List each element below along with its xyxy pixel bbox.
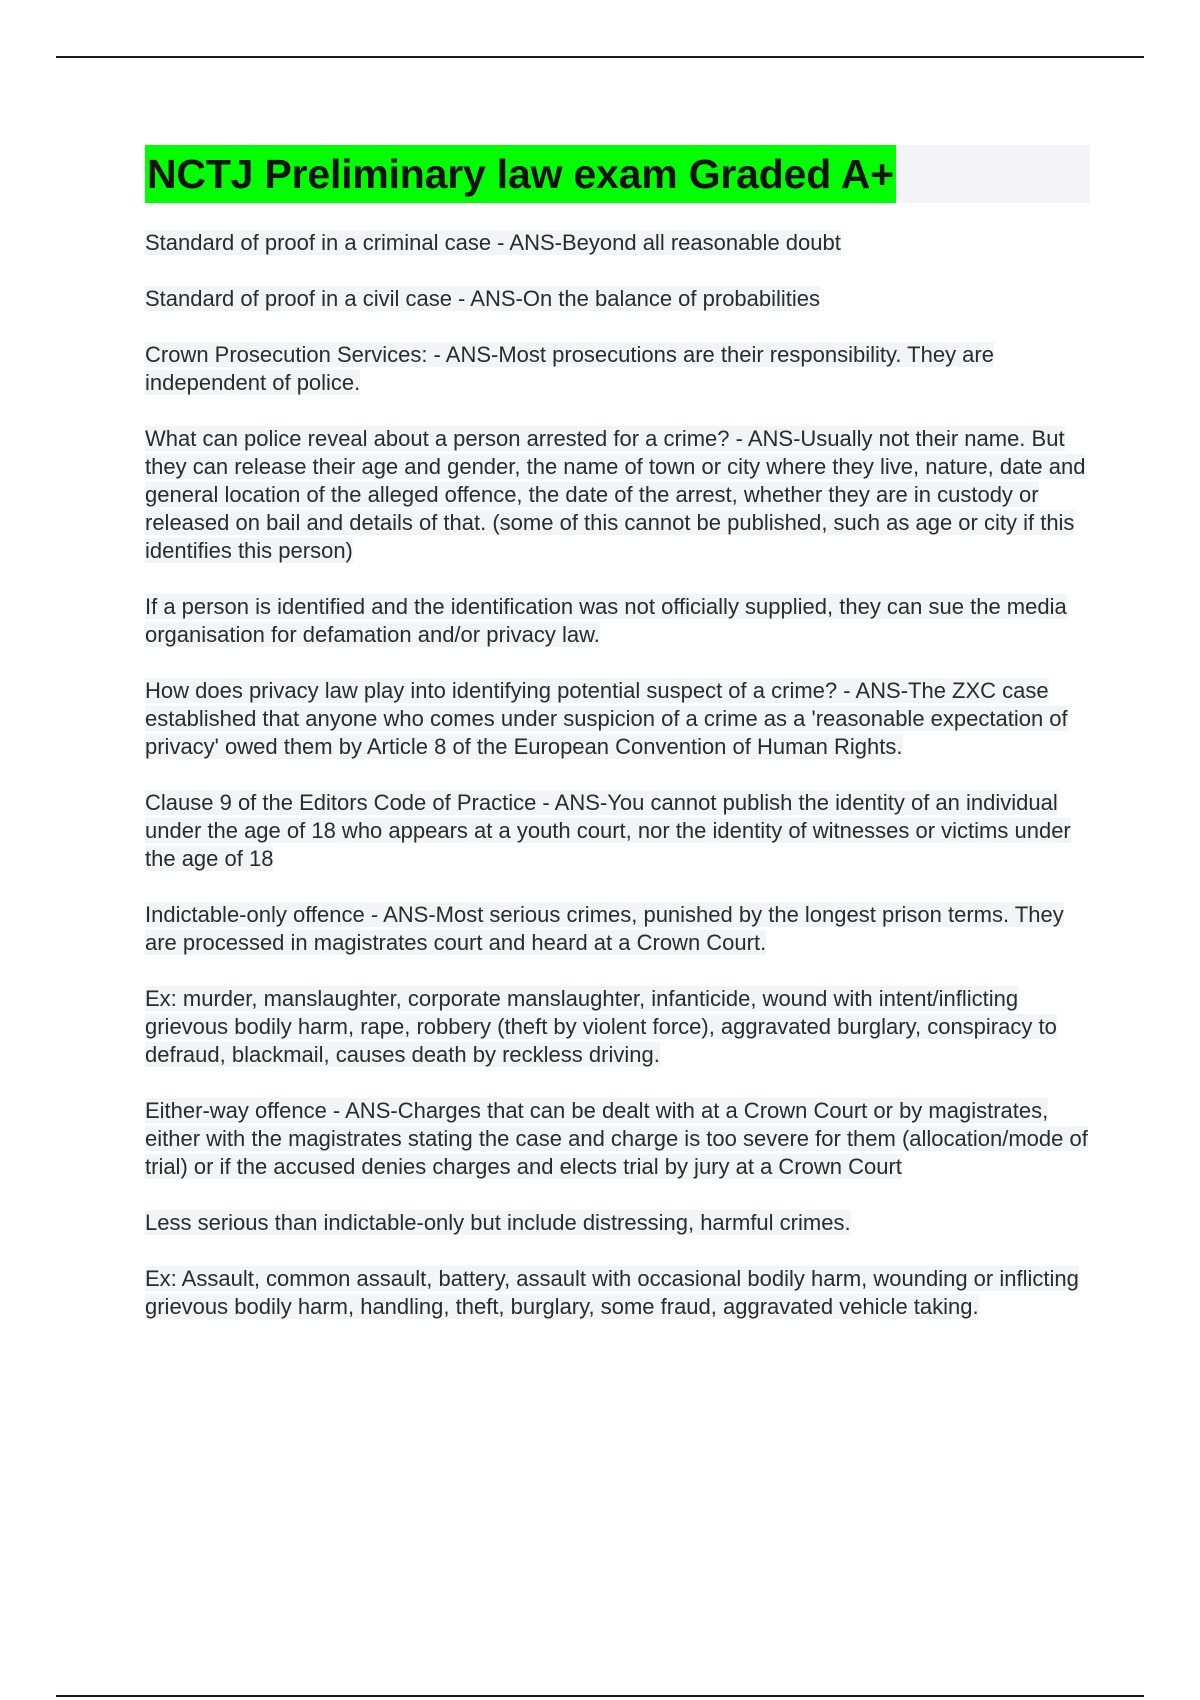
page-title: NCTJ Preliminary law exam Graded A+: [145, 145, 896, 203]
paragraph: [145, 1097, 1090, 1181]
paragraph-text: How does privacy law play into identifying potential suspect of a crime? - ANS-The ZXC case established that anyone who comes under suspicion of a crime as a 'reasonable expectation of privacy' owed them by Article 8 of the European Convention of Human Rights.: [145, 678, 1068, 759]
paragraph-text: What can police reveal about a person arrested for a crime? - ANS-Usually not their name. But they can release their age and gender, the name of town or city where they live, nature, date and general location of the alleged offence, the date of the arrest, whether they are in custody or released on bail and details of that. (some of this cannot be published, such as age or city if this identifies this person): [145, 426, 1086, 563]
paragraph-text: Either-way offence - ANS-Charges that can be dealt with at a Crown Court or by magistrates, either with the magistrates stating the case and charge is too severe for them (allocation/mode of trial) or if the accused denies charges and elects trial by jury at a Crown Court: [145, 1098, 1088, 1179]
title-block: [145, 145, 1090, 203]
paragraph-text: Less serious than indictable-only but include distressing, harmful crimes.: [145, 1210, 851, 1235]
paragraph: [145, 677, 1090, 761]
paragraph-text: Standard of proof in a civil case - ANS-On the balance of probabilities: [145, 286, 821, 311]
paragraph: [145, 285, 1090, 313]
paragraph-text: Crown Prosecution Services: - ANS-Most prosecutions are their responsibility. They are independent of police.: [145, 342, 994, 395]
paragraph: [145, 1265, 1090, 1321]
paragraph-text: Standard of proof in a criminal case - ANS-Beyond all reasonable doubt: [145, 230, 841, 255]
paragraph-text: Indictable-only offence - ANS-Most serious crimes, punished by the longest prison terms. They are processed in magistrates court and heard at a Crown Court.: [145, 902, 1064, 955]
paragraph: [145, 425, 1090, 565]
paragraph: [145, 789, 1090, 873]
paragraph: [145, 229, 1090, 257]
paragraph-text: Clause 9 of the Editors Code of Practice - ANS-You cannot publish the identity of an individual under the age of 18 who appears at a youth court, nor the identity of witnesses or victims under the age of 18: [145, 790, 1071, 871]
paragraph: [145, 901, 1090, 957]
paragraph: [145, 341, 1090, 397]
paragraph: [145, 1209, 1090, 1237]
paragraph-text: If a person is identified and the identification was not officially supplied, they can sue the media organisation for defamation and/or privacy law.: [145, 594, 1067, 647]
footer-rule: [56, 1695, 1144, 1697]
header-rule: [56, 56, 1144, 58]
paragraph: [145, 593, 1090, 649]
paragraph-text: Ex: Assault, common assault, battery, assault with occasional bodily harm, wounding or inflicting grievous bodily harm, handling, theft, burglary, some fraud, aggravated vehicle taking.: [145, 1266, 1079, 1319]
paragraph: [145, 985, 1090, 1069]
document-body: [145, 145, 1090, 1349]
paragraph-text: Ex: murder, manslaughter, corporate manslaughter, infanticide, wound with intent/inflicting grievous bodily harm, rape, robbery (theft by violent force), aggravated burglary, conspiracy to defraud, blackmail, causes death by reckless driving.: [145, 986, 1057, 1067]
